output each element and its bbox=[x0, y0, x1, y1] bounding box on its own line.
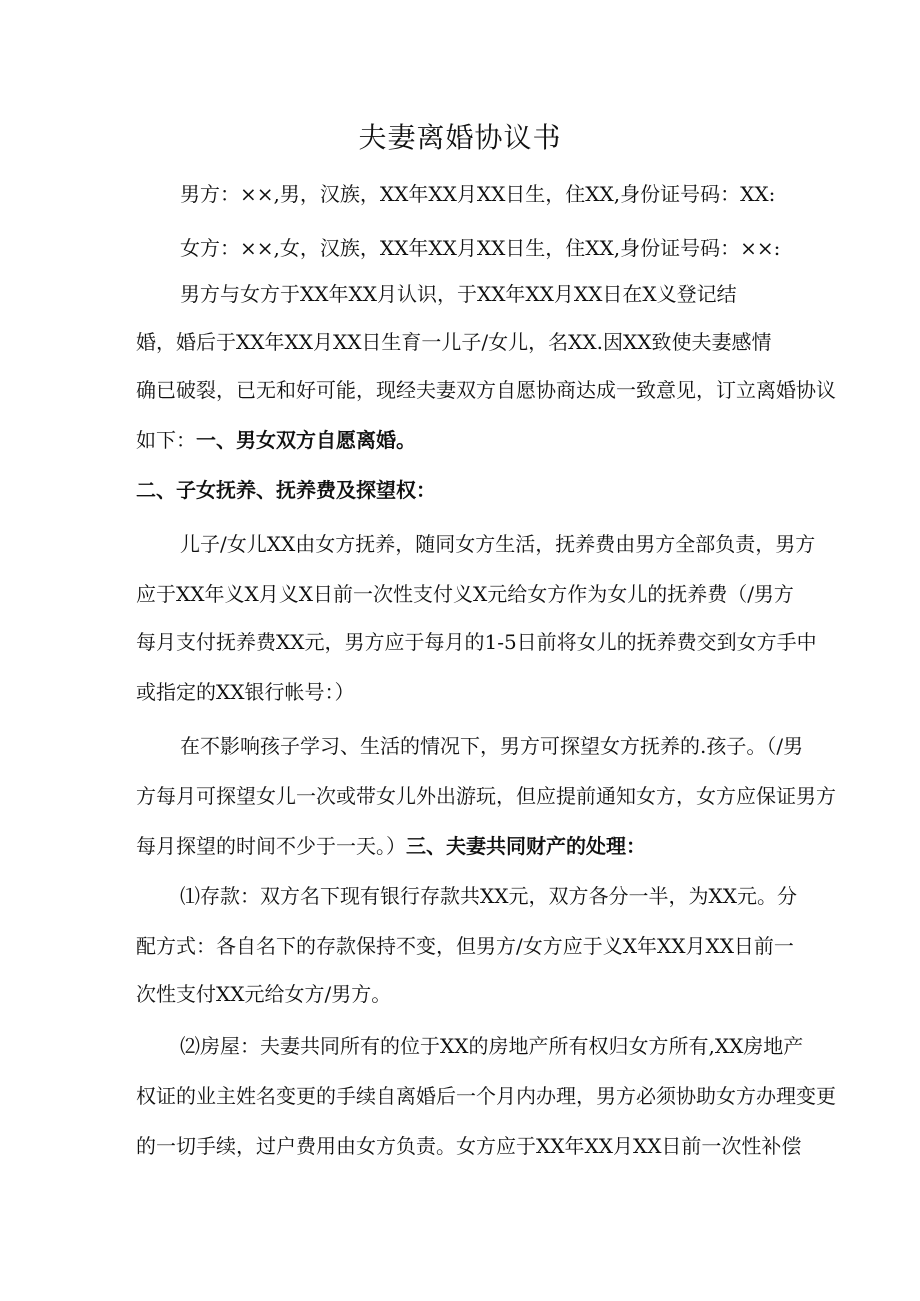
line-text: 每月探望的时间不少于一天。） bbox=[136, 834, 406, 858]
line-text: 如下： bbox=[136, 428, 196, 452]
paragraph-line: 配方式：各自名下的存款保持不变，但男方/女方应于义X年XX月XX日前一 bbox=[136, 934, 794, 958]
paragraph-line: 方每月可探望女儿一次或带女儿外出游玩，但应提前通知女方，女方应保证男方 bbox=[136, 784, 836, 808]
section-heading: 二、子女抚养、抚养费及探望权： bbox=[136, 478, 436, 502]
paragraph-line: ⑵房屋：夫妻共同所有的位于XX的房地产所有权归女方所有,XX房地产 bbox=[180, 1034, 804, 1058]
paragraph-line: 女方：××,女，汉族，XX年XX月XX日生，住XX,身份证号码：××: bbox=[180, 236, 781, 260]
paragraph-line: 每月支付抚养费XX元，男方应于每月的1-5日前将女儿的抚养费交到女方手中 bbox=[136, 630, 817, 654]
paragraph-line: 男方与女方于XX年XX月认识，于XX年XX月XX日在X义登记结 bbox=[180, 282, 737, 306]
paragraph-line: 的一切手续，过户费用由女方负责。女方应于XX年XX月XX日前一次性补偿 bbox=[136, 1134, 802, 1158]
paragraph-line bbox=[136, 830, 646, 862]
paragraph-line: 确已破裂，已无和好可能，现经夫妻双方自愿协商达成一致意见，订立离婚协议 bbox=[136, 378, 836, 402]
paragraph-line: 在不影响孩子学习、生活的情况下，男方可探望女方抚养的.孩子。（/男 bbox=[180, 734, 804, 758]
section-heading: 一、男女双方自愿离婚。 bbox=[196, 428, 416, 452]
paragraph-line: 婚，婚后于XX年XX月XX日生育一儿子/女儿，名XX.因XX致使夫妻感情 bbox=[136, 330, 772, 354]
paragraph-line: 或指定的XX银行帐号：） bbox=[136, 680, 355, 704]
paragraph-line bbox=[136, 424, 416, 456]
paragraph-line: 男方：××,男，汉族，XX年XX月XX日生，住XX,身份证号码：XX: bbox=[180, 182, 776, 206]
paragraph-line: 儿子/女儿XX由女方抚养，随同女方生活，抚养费由男方全部负责，男方 bbox=[180, 532, 816, 556]
paragraph-line: ⑴存款：双方名下现有银行存款共XX元，双方各分一半，为XX元。分 bbox=[180, 884, 797, 908]
paragraph-line: 应于XX年义X月义X日前一次性支付义X元给女方作为女儿的抚养费（/男方 bbox=[136, 582, 794, 606]
section-heading: 三、夫妻共同财产的处理： bbox=[406, 834, 646, 858]
paragraph-line: 次性支付XX元给女方/男方。 bbox=[136, 982, 392, 1006]
paragraph-line: 权证的业主姓名变更的手续自离婚后一个月内办理，男方必须协助女方办理变更 bbox=[136, 1084, 836, 1108]
document-title: 夫妻离婚协议书 bbox=[358, 121, 562, 154]
